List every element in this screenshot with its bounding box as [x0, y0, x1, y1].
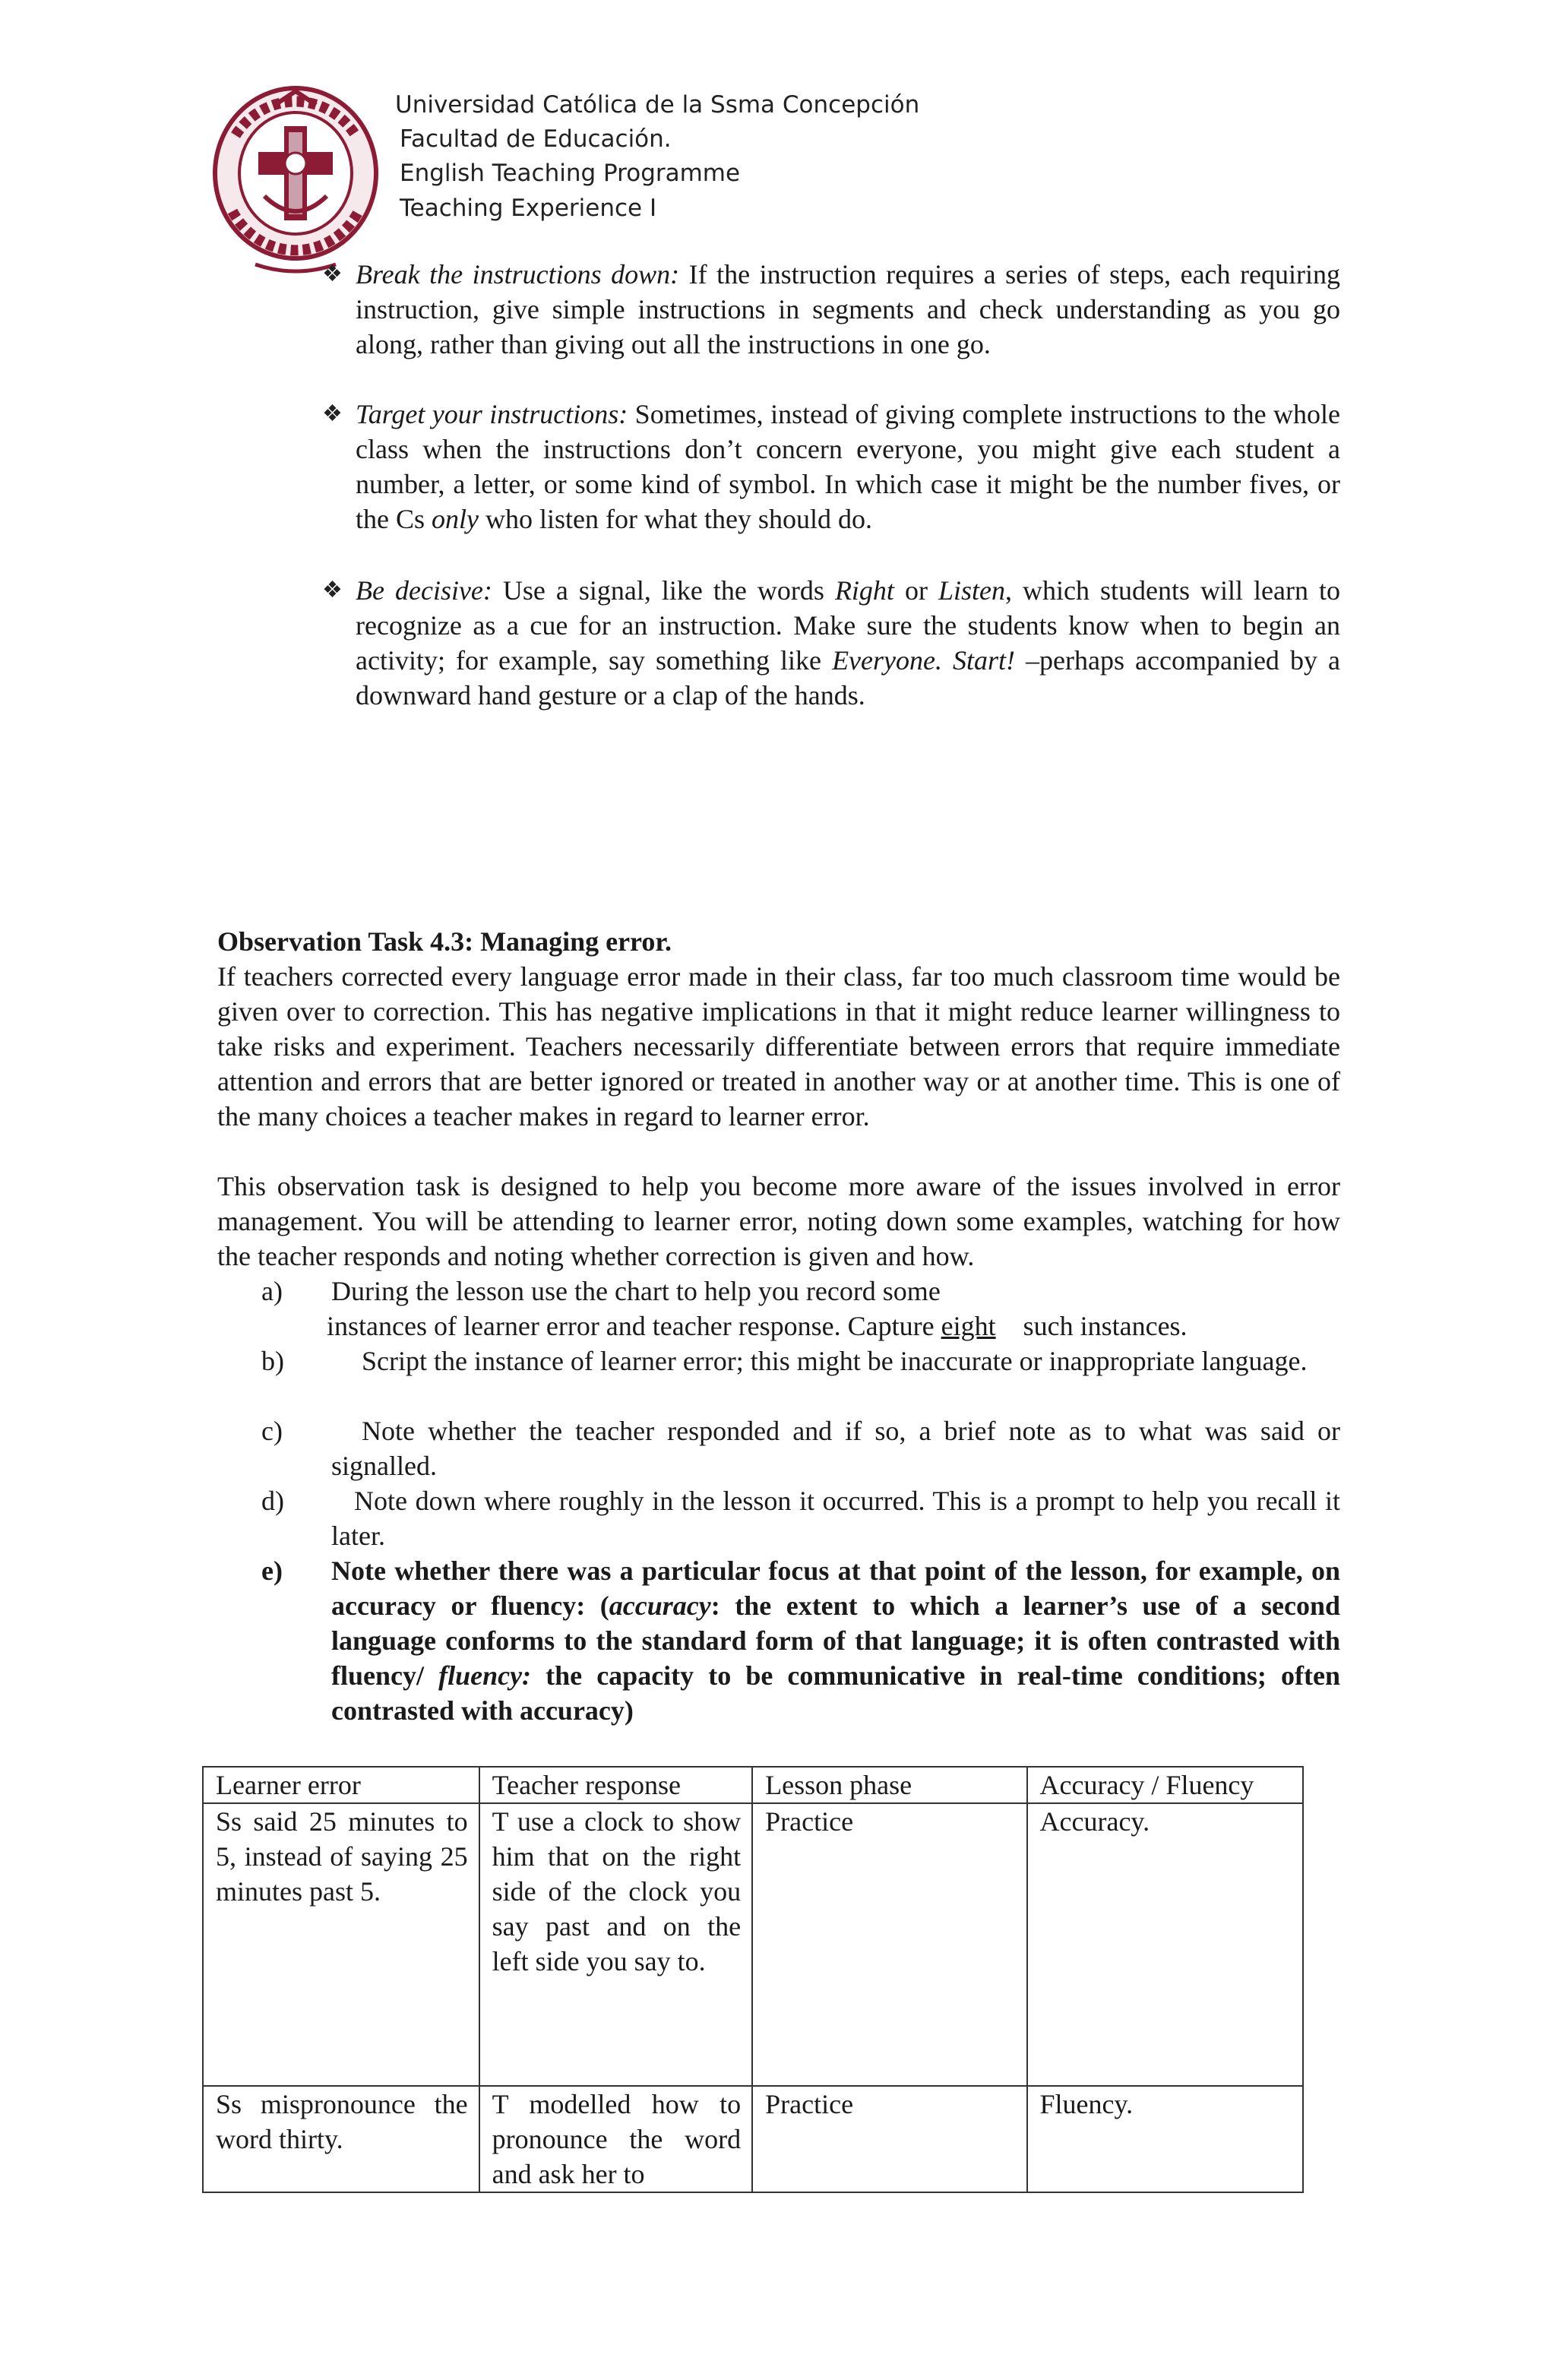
item-text: Script the instance of learner error; this might be inaccurate or inappropriate language. [362, 1346, 1308, 1376]
bullet-target [322, 397, 1340, 536]
header-course: Teaching Experience I [400, 195, 657, 222]
column-header: Teacher response [479, 1767, 753, 1803]
bullet-text: who listen for what they should do. [479, 504, 872, 534]
column-header: Lesson phase [752, 1767, 1026, 1803]
item-text: Note down where roughly in the lesson it occurred. This is a prompt to help you recall it later. [331, 1486, 1340, 1551]
teacher-response-cell: T modelled how to pronounce the word and ask her to [479, 2086, 753, 2192]
bullet-text: If the instruction requires a series of steps, each requiring instruction, give simple instructions in segments and check understanding as you go along, rather than giving out all the instructions in one go. [356, 259, 1340, 359]
task-heading: Observation Task 4.3: Managing error. [217, 926, 672, 957]
bullet-text: –perhaps accompanied by a downward hand gesture or a clap of the hands. [356, 645, 1340, 711]
observation-table [202, 1766, 1304, 2193]
instruction-item-a [217, 1274, 1340, 1343]
bullet-emphasis: only [432, 504, 479, 534]
lesson-phase-cell: Practice [752, 2086, 1026, 2192]
item-emphasis: fluency: [438, 1660, 532, 1691]
item-text-part: : the extent to which a learner’s use of a second language conforms to the standard form of that language; it is often contrasted with fluency/ [331, 1590, 1341, 1691]
item-label: c) [261, 1416, 283, 1446]
item-text: Note whether the teacher responded and if so, a brief note as to what was said or signalled. [331, 1416, 1340, 1481]
bullet-emphasis: Listen [938, 575, 1005, 606]
bullet-decisive [322, 573, 1340, 713]
instruction-item-e [217, 1553, 1340, 1728]
item-text-part: the capacity to be communicative in real-time conditions; often contrasted with accuracy) [331, 1660, 1340, 1726]
item-underlined: eight [941, 1311, 996, 1341]
accuracy-fluency-cell: Accuracy. [1027, 1803, 1303, 2086]
item-emphasis: accuracy [609, 1590, 711, 1621]
bullet-title: Be decisive: [356, 575, 492, 606]
university-seal-logo [210, 82, 381, 275]
bullet-emphasis: Right [834, 575, 894, 606]
instruction-item-c [217, 1413, 1340, 1483]
bullet-title: Target your instructions: [356, 399, 628, 429]
instruction-item-b [217, 1343, 1340, 1413]
bullet-text: , which students will learn to recognize as a cue for an instruction. Make sure the students know when to begin an activity; for example, say something like [356, 575, 1340, 676]
item-line: such instances. [995, 1311, 1188, 1341]
item-label: a) [261, 1276, 283, 1306]
diamond-bullet-icon: ❖ [322, 578, 343, 603]
table-row [203, 2086, 1303, 2192]
item-text [331, 1553, 1340, 1728]
diamond-bullet-icon: ❖ [322, 401, 343, 426]
column-header: Learner error [203, 1767, 479, 1803]
bullet-text: or [893, 575, 938, 606]
item-label: e) [261, 1556, 283, 1586]
instruction-item-d [217, 1483, 1340, 1553]
diamond-bullet-icon: ❖ [322, 261, 343, 286]
lesson-phase-cell: Practice [752, 1803, 1026, 2086]
header-programme: English Teaching Programme [400, 160, 741, 187]
bullet-text: Use a signal, like the words [492, 575, 835, 606]
bullet-title: Break the instructions down: [356, 259, 680, 290]
item-label: d) [261, 1486, 284, 1516]
item-text-part: Note whether there was a particular focus at that point of the lesson, for example, on accuracy or fluency: ( [331, 1556, 1340, 1621]
item-label: b) [261, 1346, 284, 1376]
task-purpose-paragraph: This observation task is designed to help you become more aware of the issues involved in error management. You will be attending to learner error, noting down some examples, watching for how the teacher responds and noting whether correction is given and how. [217, 1171, 1340, 1271]
learner-error-cell: Ss said 25 minutes to 5, instead of saying 25 minutes past 5. [203, 1803, 479, 2086]
bullet-text: Sometimes, instead of giving complete instructions to the whole class when the instructions don’t concern everyone, you might give each student a number, a letter, or some kind of symbol. In which case it might be the number fives, or the Cs [356, 399, 1340, 534]
teacher-response-cell: T use a clock to show him that on the right side of the clock you say past and on the left side you say to. [479, 1803, 753, 2086]
header-faculty: Facultad de Educación. [400, 125, 672, 153]
item-line: instances of learner error and teacher response. Capture [327, 1311, 941, 1341]
table-row [203, 1803, 1303, 2086]
bullet-emphasis: Everyone. Start! [832, 645, 1016, 676]
bullet-break-down [322, 257, 1340, 362]
accuracy-fluency-cell: Fluency. [1027, 2086, 1303, 2192]
item-text [327, 1274, 1340, 1343]
header-university: Universidad Católica de la Ssma Concepción [395, 91, 920, 119]
item-line: During the lesson use the chart to help you record some [331, 1276, 941, 1306]
learner-error-cell: Ss mispronounce the word thirty. [203, 2086, 479, 2192]
task-intro-paragraph: If teachers corrected every language error made in their class, far too much classroom time would be given over to correction. This has negative implications in that it might reduce learner willingness to take risks and experiment. Teachers necessarily differentiate between errors that require immediate attention and errors that are better ignored or treated in another way or at another time. This is one of the many choices a teacher makes in regard to learner error. [217, 961, 1340, 1131]
table-header-row [203, 1767, 1303, 1803]
column-header: Accuracy / Fluency [1027, 1767, 1303, 1803]
